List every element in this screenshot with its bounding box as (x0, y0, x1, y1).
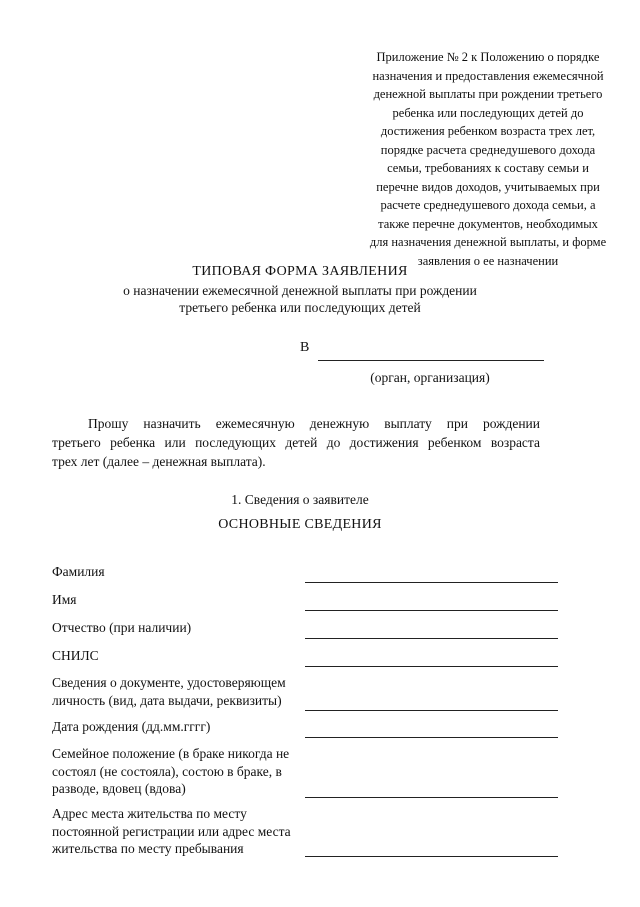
form-title: ТИПОВАЯ ФОРМА ЗАЯВЛЕНИЯ (192, 264, 408, 279)
addressee-prefix: В (300, 340, 310, 355)
request-line: Прошу назначить ежемесячную денежную выплату при рождении (88, 416, 540, 431)
request-line: трех лет (далее – денежная выплата). (52, 454, 266, 469)
request-line: третьего ребенка или последующих детей до достижения ребенком возраста (52, 435, 540, 450)
appendix-line: заявления о ее назначении (417, 253, 559, 268)
field-label-marital-status (52, 745, 312, 798)
field-input-birth-date[interactable] (305, 737, 558, 738)
field-label-line: Имя (52, 592, 77, 607)
request-paragraph (52, 414, 540, 471)
field-label-line: Сведения о документе, удостоверяющем (52, 675, 286, 690)
form-subtitle-line: о назначении ежемесячной денежной выплаты при рождении (123, 283, 477, 298)
field-label-line: СНИЛС (52, 648, 99, 663)
field-label-line: Дата рождения (дд.мм.гггг) (52, 719, 211, 734)
field-label-name (52, 591, 312, 609)
appendix-line: для назначения денежной выплаты, и форме (369, 235, 607, 249)
field-input-surname[interactable] (305, 582, 558, 583)
field-label-line: разводе, вдовец (вдова) (52, 781, 186, 796)
field-label-line: постоянной регистрации или адрес места (52, 823, 291, 839)
field-label-residence-address (52, 805, 312, 858)
field-input-name[interactable] (305, 610, 558, 611)
addressee-input-line[interactable] (318, 360, 544, 361)
field-label-snils (52, 647, 312, 665)
field-label-line: личность (вид, дата выдачи, реквизиты) (52, 692, 282, 708)
appendix-line: Приложение № 2 к Положению о порядке (376, 50, 600, 64)
field-input-snils[interactable] (305, 666, 558, 667)
form-subtitle (0, 282, 600, 316)
section-heading: 1. Сведения о заявителе (231, 492, 369, 507)
form-subtitle-line: третьего ребенка или последующих детей (179, 300, 421, 315)
addressee-caption: (орган, организация) (370, 370, 490, 385)
basic-info-heading: ОСНОВНЫЕ СВЕДЕНИЯ (218, 517, 382, 532)
field-label-surname (52, 563, 312, 581)
field-input-patronymic[interactable] (305, 638, 558, 639)
field-label-line: жительства по месту пребывания (52, 841, 244, 856)
appendix-line: также перечне документов, необходимых (378, 216, 598, 231)
field-input-residence-address[interactable] (305, 856, 558, 857)
field-input-marital-status[interactable] (305, 797, 558, 798)
appendix-line: порядке расчета среднедушевого дохода (380, 142, 596, 157)
appendix-line: перечне видов доходов, учитываемых при (376, 179, 600, 194)
appendix-line: назначения и предоставления ежемесячной (372, 68, 604, 83)
field-label-line: Отчество (при наличии) (52, 620, 192, 635)
field-input-identity-document[interactable] (305, 710, 558, 711)
appendix-line: денежной выплаты при рождении третьего (373, 87, 603, 101)
appendix-reference (350, 48, 626, 270)
field-label-identity-document (52, 674, 312, 709)
field-label-birth-date (52, 718, 312, 736)
appendix-line: достижения ребенком возраста трех лет, (380, 124, 596, 138)
appendix-line: ребенка или последующих детей до (392, 105, 584, 120)
field-label-line: Фамилия (52, 564, 105, 579)
field-label-line: состоял (не состояла), состою в браке, в (52, 763, 282, 779)
field-label-line: Адрес места жительства по месту (52, 806, 247, 821)
appendix-line: семьи, требованиях к составу семьи и (387, 161, 589, 175)
appendix-line: расчете среднедушевого дохода семьи, а (380, 198, 596, 212)
field-label-patronymic (52, 619, 312, 637)
field-label-line: Семейное положение (в браке никогда не (52, 746, 290, 761)
